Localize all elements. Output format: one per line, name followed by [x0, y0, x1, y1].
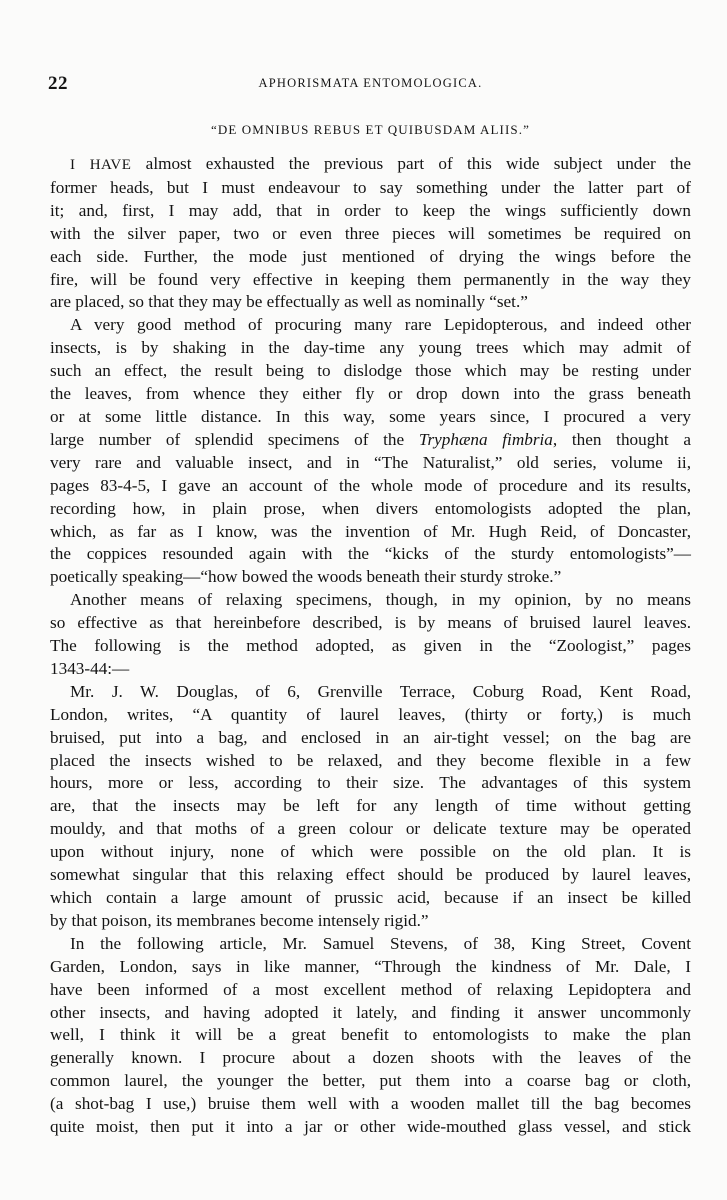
paragraph [50, 681, 691, 933]
text-line: other insects, and having adopted it lately, and finding it answer uncommonly [50, 1002, 691, 1022]
text-line: London, writes, “A quantity of laurel leaves, (thirty or forty,) is much [50, 704, 691, 724]
text-line: bruised, put into a bag, and enclosed in an air-tight vessel; on the bag are [50, 727, 691, 747]
text-line: insects, is by shaking in the day-time any young trees which may admit of [50, 338, 691, 358]
small-caps-lead: I HAVE [70, 157, 132, 173]
text-line: which, as far as I know, was the invention of Mr. Hugh Reid, of Doncaster, [50, 521, 691, 541]
text-line: generally known. I procure about a dozen shoots with the leaves of the [50, 1048, 691, 1068]
text-line: each side. Further, the mode just mentioned of drying the wings before the [50, 246, 691, 266]
text-line: pages 83-4-5, I gave an account of the whole mode of procedure and its results, [50, 475, 691, 495]
text-line: with the silver paper, two or even three pieces will sometimes be required on [50, 223, 691, 243]
running-head [50, 73, 691, 97]
text-line: very rare and valuable insect, and in “The Naturalist,” old series, volume ii, [50, 452, 691, 472]
paragraph [50, 933, 691, 1139]
text-line: common laurel, the younger the better, put them into a coarse bag or cloth, [50, 1071, 691, 1091]
text-line: Mr. J. W. Douglas, of 6, Grenville Terrace, Coburg Road, Kent Road, [70, 681, 691, 701]
paragraph [50, 314, 691, 589]
text-line: which contain a large amount of prussic acid, because if an insect be killed [50, 888, 691, 907]
text-line: the leaves, from whence they either fly or drop down into the grass beneath [50, 384, 691, 404]
text-line: well, I think it will be a great benefit to entomologists to make the plan [50, 1025, 691, 1045]
text-line: or at some little distance. In this way, some years since, I procured a very [50, 406, 691, 426]
text-line: large number of splendid specimens of the Tryphæna fimbria, then thought a [50, 429, 692, 449]
text-line: A very good method of procuring many rare Lepidopterous, and indeed other [70, 315, 691, 335]
text-line: The following is the method adopted, as given in the “Zoologist,” pages [50, 636, 691, 656]
text-line: so effective as that hereinbefore described, is by means of bruised laurel leaves. [50, 613, 691, 633]
text-line: upon without injury, none of which were possible on the old plan. It is [50, 842, 691, 862]
body-text [50, 153, 691, 1139]
text-line: quite moist, then put it into a jar or other wide-mouthed glass vessel, and stick [50, 1117, 691, 1137]
text-line: are placed, so that they may be effectually as well as nominally “set.” [50, 292, 528, 312]
paragraph [50, 153, 691, 314]
text-line: (a shot-bag I use,) bruise them well with a wooden mallet till the bag becomes [50, 1094, 691, 1114]
section-title: “DE OMNIBUS REBUS ET QUIBUSDAM ALIIS.” [211, 122, 530, 137]
species-name: Tryphæna fimbria [418, 429, 553, 449]
text-line: by that poison, its membranes become intensely rigid.” [50, 910, 429, 930]
page-number: 22 [48, 73, 68, 94]
text-line: recording how, in plain prose, when divers entomologists adopted the plan, [50, 498, 691, 518]
paragraph [50, 589, 691, 681]
text-line: former heads, but I must endeavour to say something under the latter part of [50, 177, 691, 197]
text-line: poetically speaking—“how bowed the woods beneath their sturdy stroke.” [50, 567, 562, 587]
text-line: such an effect, the result being to dislodge those which may be resting under [50, 361, 691, 381]
text-line: have been informed of a most excellent method of relaxing Lepidoptera and [50, 979, 691, 999]
text-line: placed the insects wished to be relaxed, and they become flexible in a few [50, 750, 691, 770]
text-line: hours, more or less, according to their size. The advantages of this system [50, 773, 691, 793]
text-line: I HAVE almost exhausted the previous part of this wide subject under the [70, 154, 691, 173]
text-line: In the following article, Mr. Samuel Stevens, of 38, King Street, Covent [70, 933, 691, 953]
text-line: 1343-44:— [50, 658, 130, 678]
text-line: it; and, first, I may add, that in order to keep the wings sufficiently down [50, 200, 691, 220]
text-line: mouldy, and that moths of a green colour or delicate texture may be operated [50, 819, 691, 839]
text-line: fire, will be found very effective in keeping them permanently in the way they [50, 269, 691, 289]
text-line: are, that the insects may be left for any length of time without getting [50, 796, 691, 816]
text-line: Another means of relaxing specimens, though, in my opinion, by no means [70, 590, 691, 610]
text-line: somewhat singular that this relaxing effect should be produced by laurel leaves, [50, 865, 691, 885]
running-title: APHORISMATA ENTOMOLOGICA. [258, 76, 483, 90]
text-line: Garden, London, says in like manner, “Through the kindness of Mr. Dale, I [50, 956, 691, 976]
text-line: the coppices resounded again with the “kicks of the sturdy entomologists”— [50, 544, 691, 564]
